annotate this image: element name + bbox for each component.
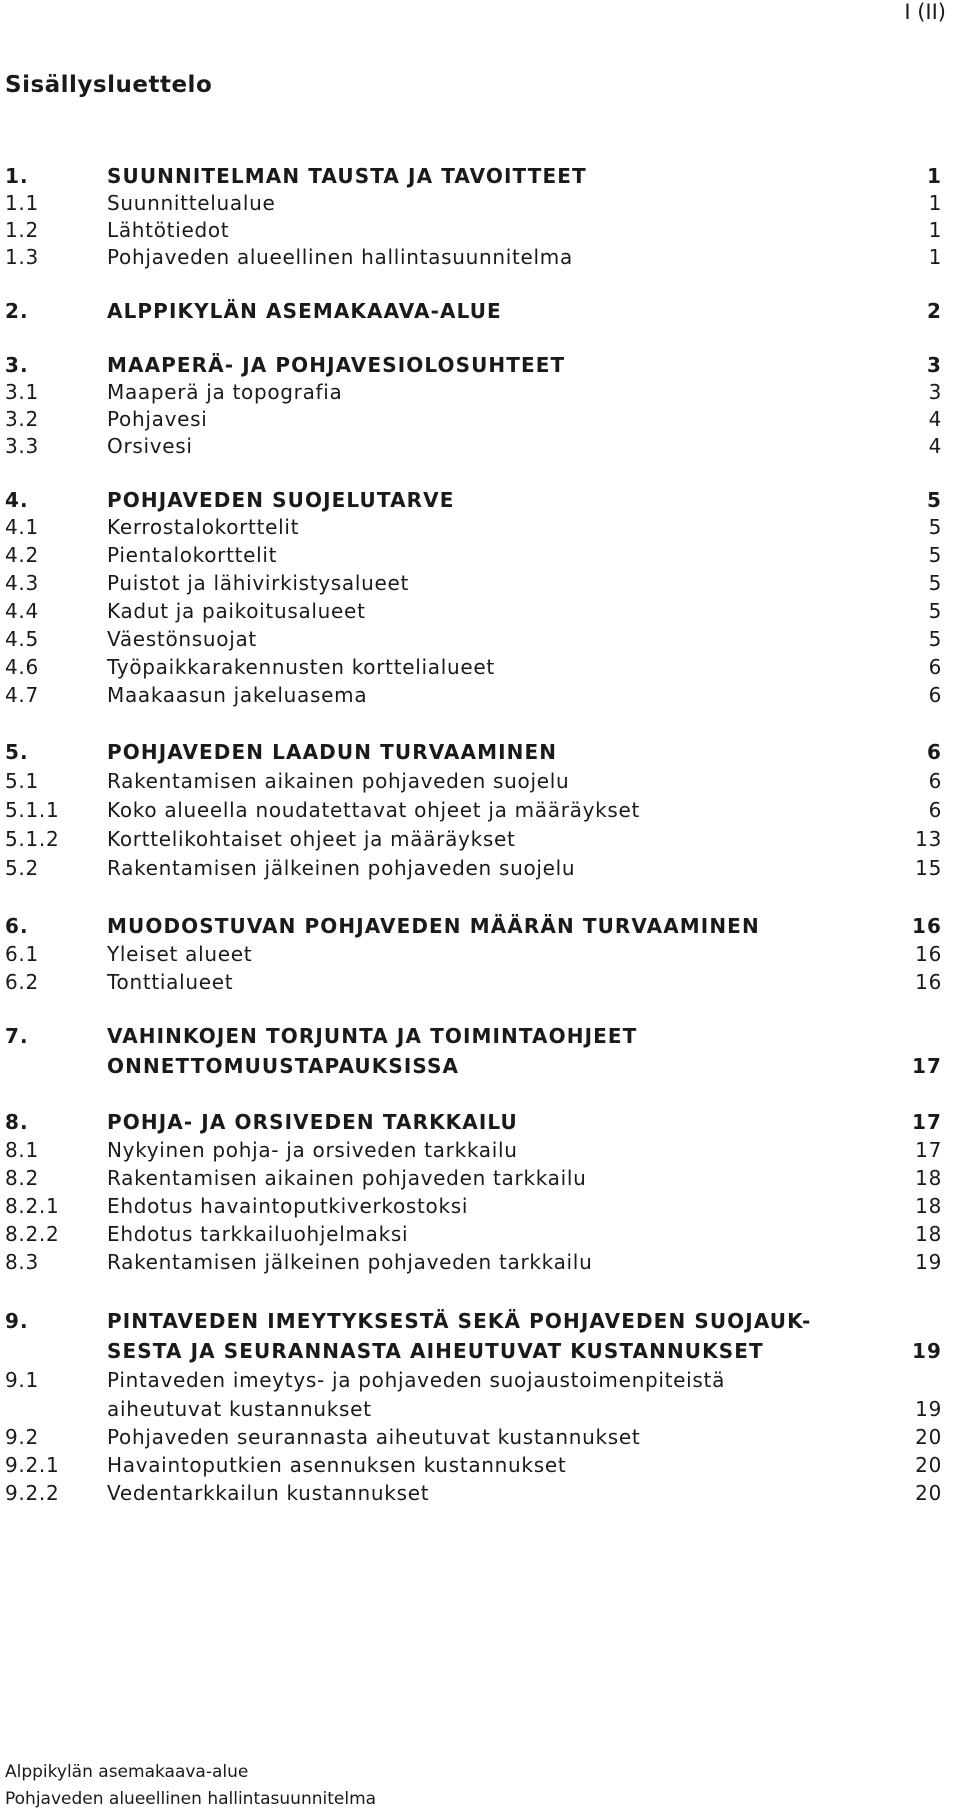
toc-entry-page: 4 (928, 434, 942, 458)
toc-entry-title: Rakentamisen jälkeinen pohjaveden suojelu (107, 856, 576, 880)
toc-entry-number: 3.3 (5, 434, 39, 458)
toc-entry (5, 827, 942, 854)
toc-entry-title: Nykyinen pohja- ja orsiveden tarkkailu (107, 1138, 518, 1162)
toc-entry-number: 4.6 (5, 655, 39, 679)
toc-entry (5, 1368, 942, 1395)
toc-entry-title: Maaperä ja topografia (107, 380, 343, 404)
toc-entry (5, 942, 942, 969)
toc-entry (5, 515, 942, 542)
toc-entry-page: 1 (928, 218, 942, 242)
toc-entry-number: 4.1 (5, 515, 39, 539)
toc-entry-number: 6.1 (5, 942, 39, 966)
toc-entry-title: POHJAVEDEN SUOJELUTARVE (107, 488, 455, 512)
toc-entry (5, 683, 942, 710)
toc-entry-number: 4.3 (5, 571, 39, 595)
toc-entry (5, 970, 942, 997)
toc-entry-number: 7. (5, 1024, 29, 1048)
toc-entry-number: 2. (5, 299, 29, 323)
toc-entry-page: 3 (928, 380, 942, 404)
toc-entry (5, 1481, 942, 1508)
toc-entry-page: 20 (915, 1425, 942, 1449)
toc-entry-title: Suunnittelualue (107, 191, 276, 215)
toc-entry-page: 17 (915, 1138, 942, 1162)
toc-entry-number: 4.4 (5, 599, 39, 623)
toc-entry (5, 1110, 942, 1137)
toc-entry-page: 18 (915, 1166, 942, 1190)
toc-entry (5, 655, 942, 682)
toc-entry-page: 4 (928, 407, 942, 431)
toc-entry (5, 1194, 942, 1221)
toc-entry-title: POHJAVEDEN LAADUN TURVAAMINEN (107, 740, 558, 764)
toc-entry-title: Työpaikkarakennusten korttelialueet (107, 655, 495, 679)
toc-entry-number: 4.7 (5, 683, 39, 707)
toc-entry-number: 1.2 (5, 218, 39, 242)
page-number: I (II) (904, 0, 946, 24)
toc-entry-title: Lähtötiedot (107, 218, 230, 242)
toc-entry-number: 3.2 (5, 407, 39, 431)
toc-entry-number: 4.5 (5, 627, 39, 651)
toc-entry-number: 8.2.2 (5, 1222, 60, 1246)
toc-entry-page: 5 (928, 515, 942, 539)
toc-entry (5, 1138, 942, 1165)
toc-entry (5, 245, 942, 272)
toc-entry-page: 15 (915, 856, 942, 880)
toc-entry-number: 5.1.2 (5, 827, 60, 851)
toc-entry-number: 9.2.2 (5, 1481, 60, 1505)
toc-entry-title: aiheutuvat kustannukset (107, 1397, 372, 1421)
toc-entry-title: ALPPIKYLÄN ASEMAKAAVA-ALUE (107, 299, 502, 323)
toc-entry-title: Pohjaveden seurannasta aiheutuvat kustannukset (107, 1425, 641, 1449)
toc-entry (5, 299, 942, 326)
toc-entry (5, 380, 942, 407)
toc-entry-page: 6 (928, 769, 942, 793)
toc-entry-page: 17 (911, 1110, 942, 1134)
toc-entry-page: 5 (928, 571, 942, 595)
toc-entry-title: ONNETTOMUUSTAPAUKSISSA (107, 1054, 460, 1078)
toc-entry-number: 8.2.1 (5, 1194, 60, 1218)
toc-entry (5, 798, 942, 825)
footer-document-title: Alppikylän asemakaava-alue (5, 1762, 249, 1782)
toc-entry-number: 9.2.1 (5, 1453, 60, 1477)
toc-entry-title: Rakentamisen jälkeinen pohjaveden tarkkailu (107, 1250, 593, 1274)
toc-entry (5, 434, 942, 461)
toc-entry-page: 6 (928, 655, 942, 679)
toc-entry-title: SUUNNITELMAN TAUSTA JA TAVOITTEET (107, 164, 587, 188)
toc-entry-title: Tonttialueet (107, 970, 234, 994)
toc-entry (5, 191, 942, 218)
toc-entry (5, 599, 942, 626)
toc-title: Sisällysluettelo (5, 72, 213, 98)
toc-entry-page: 1 (928, 245, 942, 269)
toc-entry-page: 5 (928, 543, 942, 567)
toc-entry-title: MUODOSTUVAN POHJAVEDEN MÄÄRÄN TURVAAMINEN (107, 914, 760, 938)
toc-entry-page: 2 (926, 299, 942, 323)
toc-entry-number: 9.2 (5, 1425, 39, 1449)
toc-entry-page: 18 (915, 1222, 942, 1246)
toc-entry-title: Orsivesi (107, 434, 193, 458)
toc-entry-page: 16 (915, 970, 942, 994)
toc-entry-page: 18 (915, 1194, 942, 1218)
toc-entry-page: 19 (915, 1250, 942, 1274)
toc-entry (5, 164, 942, 191)
toc-entry-page: 20 (915, 1481, 942, 1505)
toc-entry-page: 19 (915, 1397, 942, 1421)
toc-entry-number: 6. (5, 914, 29, 938)
toc-entry-title: Pintaveden imeytys- ja pohjaveden suojaustoimenpiteistä (107, 1368, 726, 1392)
toc-entry (5, 488, 942, 515)
toc-entry-number: 6.2 (5, 970, 39, 994)
toc-entry (5, 740, 942, 767)
toc-entry-title: Havaintoputkien asennuksen kustannukset (107, 1453, 567, 1477)
toc-entry-title: Rakentamisen aikainen pohjaveden suojelu (107, 769, 570, 793)
toc-entry-number: 4.2 (5, 543, 39, 567)
footer-document-subtitle: Pohjaveden alueellinen hallintasuunnitelma (5, 1789, 377, 1809)
toc-entry-title: Kadut ja paikoitusalueet (107, 599, 366, 623)
toc-entry (5, 1309, 942, 1336)
toc-entry-number: 9. (5, 1309, 29, 1333)
toc-entry (5, 571, 942, 598)
toc-entry (5, 856, 942, 883)
toc-entry-page: 1 (928, 191, 942, 215)
toc-entry-title: PINTAVEDEN IMEYTYKSESTÄ SEKÄ POHJAVEDEN SUOJAUK- (107, 1309, 812, 1333)
toc-entry (5, 1250, 942, 1277)
toc-entry-number: 5.1.1 (5, 798, 60, 822)
toc-entry-number: 3. (5, 353, 29, 377)
toc-entry (5, 1425, 942, 1452)
toc-entry-title: VAHINKOJEN TORJUNTA JA TOIMINTAOHJEET (107, 1024, 638, 1048)
toc-entry-number: 1.3 (5, 245, 39, 269)
toc-entry-page: 17 (911, 1054, 942, 1078)
toc-entry-number: 4. (5, 488, 29, 512)
toc-entry-title: Pientalokorttelit (107, 543, 278, 567)
toc-entry (5, 914, 942, 941)
toc-entry-page: 16 (915, 942, 942, 966)
toc-entry-title: Rakentamisen aikainen pohjaveden tarkkailu (107, 1166, 587, 1190)
toc-entry-title: POHJA- JA ORSIVEDEN TARKKAILU (107, 1110, 518, 1134)
toc-entry-title: SESTA JA SEURANNASTA AIHEUTUVAT KUSTANNUKSET (107, 1339, 764, 1363)
toc-entry-title: Yleiset alueet (107, 942, 253, 966)
toc-entry-page: 5 (928, 627, 942, 651)
toc-entry (5, 543, 942, 570)
toc-entry-title: Väestönsuojat (107, 627, 257, 651)
toc-entry-title: Koko alueella noudatettavat ohjeet ja määräykset (107, 798, 641, 822)
toc-entry-page: 1 (926, 164, 942, 188)
toc-entry (5, 1054, 942, 1081)
toc-entry-page: 6 (928, 798, 942, 822)
toc-entry (5, 1453, 942, 1480)
toc-entry-title: Vedentarkkailun kustannukset (107, 1481, 430, 1505)
toc-entry-page: 13 (915, 827, 942, 851)
toc-entry (5, 218, 942, 245)
toc-entry (5, 1397, 942, 1424)
toc-entry-page: 16 (911, 914, 942, 938)
toc-entry-number: 8.3 (5, 1250, 39, 1274)
toc-entry-number: 8. (5, 1110, 29, 1134)
toc-entry (5, 1339, 942, 1366)
toc-entry-page: 5 (926, 488, 942, 512)
toc-entry-page: 19 (911, 1339, 942, 1363)
toc-entry-title: Pohjaveden alueellinen hallintasuunnitelma (107, 245, 573, 269)
toc-entry-number: 3.1 (5, 380, 39, 404)
toc-entry (5, 769, 942, 796)
toc-entry (5, 1024, 942, 1051)
toc-entry-number: 5.1 (5, 769, 39, 793)
toc-entry-page: 6 (928, 683, 942, 707)
toc-entry (5, 353, 942, 380)
toc-entry (5, 1166, 942, 1193)
toc-entry-number: 5. (5, 740, 29, 764)
toc-entry-number: 1.1 (5, 191, 39, 215)
toc-entry-title: Ehdotus tarkkailuohjelmaksi (107, 1222, 409, 1246)
toc-entry-page: 20 (915, 1453, 942, 1477)
toc-entry-title: Pohjavesi (107, 407, 208, 431)
toc-entry-number: 8.2 (5, 1166, 39, 1190)
toc-entry-number: 1. (5, 164, 29, 188)
toc-entry-page: 6 (926, 740, 942, 764)
toc-entry-title: Ehdotus havaintoputkiverkostoksi (107, 1194, 469, 1218)
toc-entry (5, 1222, 942, 1249)
toc-entry-title: Maakaasun jakeluasema (107, 683, 368, 707)
toc-entry-page: 5 (928, 599, 942, 623)
toc-entry-number: 9.1 (5, 1368, 39, 1392)
toc-entry-title: MAAPERÄ- JA POHJAVESIOLOSUHTEET (107, 353, 566, 377)
toc-entry-number: 5.2 (5, 856, 39, 880)
toc-entry-number: 8.1 (5, 1138, 39, 1162)
toc-entry-title: Korttelikohtaiset ohjeet ja määräykset (107, 827, 516, 851)
toc-entry-title: Kerrostalokorttelit (107, 515, 300, 539)
toc-entry (5, 627, 942, 654)
toc-entry-title: Puistot ja lähivirkistysalueet (107, 571, 410, 595)
toc-entry-page: 3 (926, 353, 942, 377)
toc-entry (5, 407, 942, 434)
